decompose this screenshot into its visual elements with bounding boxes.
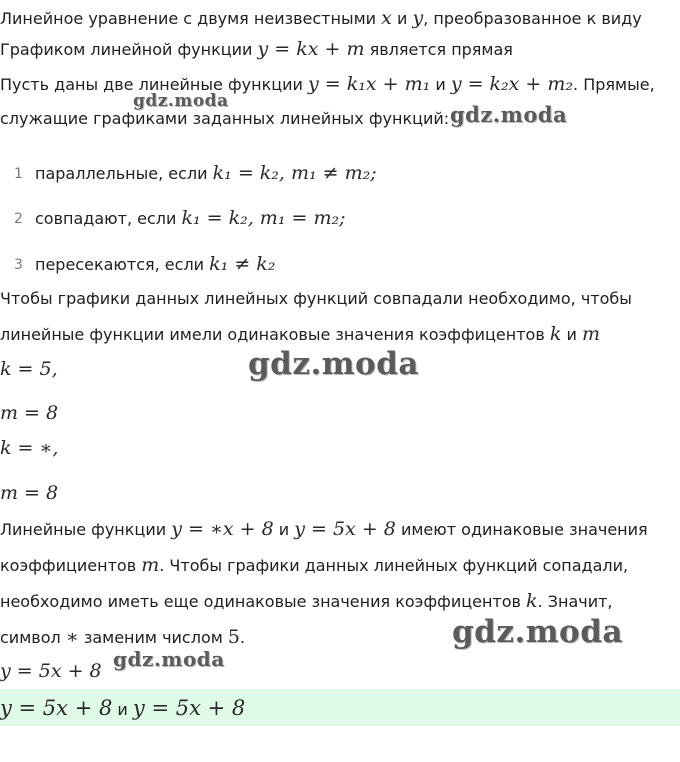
text: и bbox=[391, 9, 413, 28]
paragraph2-line-2 bbox=[0, 554, 628, 577]
text: символ bbox=[0, 628, 61, 647]
text: и bbox=[561, 325, 582, 344]
formula-2: y = k₂x + m₂ bbox=[450, 73, 574, 95]
text: служащие графиками заданных линейных функций: bbox=[0, 109, 450, 128]
paragraph2-line-1 bbox=[0, 518, 648, 541]
value-k-star: k = ∗, bbox=[0, 437, 59, 459]
text: . Значит, bbox=[537, 592, 613, 611]
text: совпадают, если bbox=[35, 209, 177, 228]
text: заменим числом bbox=[78, 628, 223, 647]
var-k: k bbox=[549, 323, 562, 345]
intro-line-1 bbox=[0, 7, 642, 30]
watermark-logo: gdz.moda bbox=[248, 346, 419, 382]
text: параллельные, если bbox=[35, 164, 208, 183]
watermark-logo: gdz.moda bbox=[450, 102, 568, 127]
text: Пусть даны две линейные функции bbox=[0, 75, 303, 94]
answer-formula-2: y = 5x + 8 bbox=[132, 696, 246, 720]
formula-1: y = ∗x + 8 bbox=[171, 518, 274, 540]
value-m-2: m = 8 bbox=[0, 482, 59, 504]
text: Линейные функции bbox=[0, 520, 167, 539]
intro-line-3 bbox=[0, 73, 655, 96]
text: , преобразованное к виду bbox=[423, 9, 642, 28]
list-number: 3 bbox=[14, 257, 23, 273]
text: . bbox=[239, 628, 246, 647]
watermark-logo: gdz.moda bbox=[133, 91, 229, 111]
watermark-logo: gdz.moda bbox=[452, 614, 623, 650]
formula-1: y = k₁x + m₁ bbox=[308, 73, 431, 95]
formula: k₁ = k₂, m₁ ≠ m₂; bbox=[212, 162, 377, 184]
var-m: m bbox=[141, 554, 160, 576]
var-x: x bbox=[381, 7, 392, 29]
value-m: m = 8 bbox=[0, 402, 59, 424]
formula: k₁ ≠ k₂ bbox=[209, 253, 276, 275]
paragraph2-line-4 bbox=[0, 626, 245, 649]
formula-2: y = 5x + 8 bbox=[294, 518, 396, 540]
var-m: m bbox=[581, 323, 600, 345]
answer-line bbox=[0, 697, 245, 721]
intro-line-4 bbox=[0, 108, 449, 130]
paragraph-line-2 bbox=[0, 323, 600, 346]
text: имеют одинаковые значения bbox=[395, 520, 648, 539]
text: необходимо иметь еще одинаковые значения коэффицентов bbox=[0, 592, 521, 611]
list-item bbox=[35, 162, 377, 185]
text: и bbox=[273, 520, 295, 539]
text: является прямая bbox=[369, 40, 513, 59]
text: и bbox=[112, 700, 133, 719]
intro-line-2 bbox=[0, 38, 513, 61]
text: и bbox=[430, 75, 451, 94]
text: пересекаются, если bbox=[35, 255, 205, 274]
paragraph-line-1 bbox=[0, 288, 632, 310]
var-k: k bbox=[526, 590, 538, 612]
watermark-logo: gdz.moda bbox=[113, 647, 225, 671]
value-k: k = 5, bbox=[0, 358, 58, 380]
result-formula: y = 5x + 8 bbox=[0, 660, 102, 682]
list-number: 1 bbox=[14, 166, 23, 182]
number-five: 5 bbox=[227, 626, 240, 648]
text: Линейное уравнение с двумя неизвестными bbox=[0, 9, 377, 28]
formula: y = kx + m bbox=[257, 38, 365, 60]
star-symbol: ∗ bbox=[65, 626, 79, 648]
text: Чтобы графики данных линейных функций совпадали необходимо, чтобы bbox=[0, 289, 632, 308]
formula: k₁ = k₂, m₁ = m₂; bbox=[181, 207, 346, 229]
list-number: 2 bbox=[14, 211, 23, 227]
text: коэффициентов bbox=[0, 556, 137, 575]
text: . Прямые, bbox=[573, 75, 655, 94]
text: Графиком линейной функции bbox=[0, 40, 253, 59]
var-y: y bbox=[412, 7, 424, 29]
text: . Чтобы графики данных линейных функций сопадали, bbox=[159, 556, 629, 575]
paragraph2-line-3 bbox=[0, 590, 613, 613]
list-item bbox=[35, 253, 275, 276]
text: линейные функции имели одинаковые значения коэффицентов bbox=[0, 325, 545, 344]
list-item bbox=[35, 207, 345, 230]
answer-formula-1: y = 5x + 8 bbox=[0, 696, 113, 720]
